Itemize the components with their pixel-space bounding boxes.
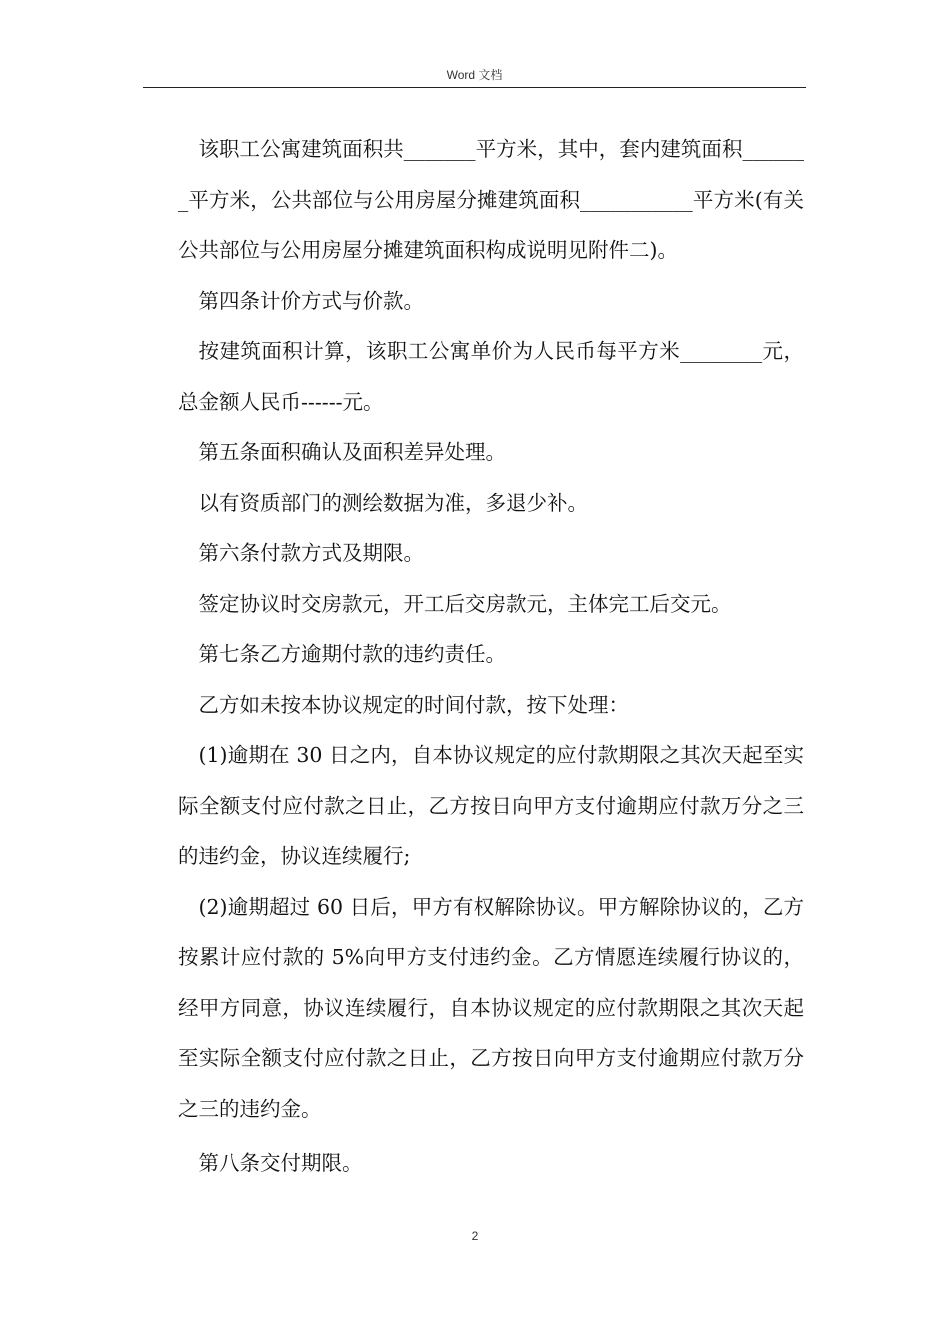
page-header: Word 文档 — [446, 68, 503, 82]
paragraph-area: 该职工公寓建筑面积共_______平方米，其中，套内建筑面积_______平方米，公共部位与公用房屋分摊建筑面积___________平方米(有关公共部位与公用房屋分摊建筑面积构成说明见附件二)。 — [178, 137, 804, 262]
paragraph-payment: 签定协议时交房款元，开工后交房款元，主体完工后交元。 — [198, 591, 732, 616]
paragraph-article-7: 第七条乙方逾期付款的违约责任。 — [198, 642, 506, 666]
paragraph-survey: 以有资质部门的测绘数据为准，多退少补。 — [198, 490, 588, 515]
header-divider — [143, 87, 806, 88]
paragraph-clause-2: (2)逾期超过 60 日后，甲方有权解除协议。甲方解除协议的，乙方按累计应付款的 5%向甲方支付违约金。乙方情愿连续履行协议的，经甲方同意，协议连续履行，自本协议规定的应付款期限之其次天起至实际全额支付应付款之日止，乙方按日向甲方支付逾期应付款万分之三的违约金。 — [178, 894, 804, 1121]
paragraph-late-payment: 乙方如未按本协议规定的时间付款，按下处理： — [198, 692, 629, 717]
paragraph-article-8: 第八条交付期限。 — [198, 1151, 363, 1175]
paragraph-article-4: 第四条计价方式与价款。 — [198, 288, 424, 313]
paragraph-clause-1: (1)逾期在 30 日之内，自本协议规定的应付款期限之其次天起至实际全额支付应付款之日止，乙方按日向甲方支付逾期应付款万分之三的违约金，协议连续履行; — [178, 743, 804, 868]
paragraph-price: 按建筑面积计算，该职工公寓单价为人民币每平方米________元，总金额人民币------元。 — [178, 339, 804, 414]
document-body — [178, 124, 804, 1189]
paragraph-article-5: 第五条面积确认及面积差异处理。 — [198, 440, 506, 464]
paragraph-article-6: 第六条付款方式及期限。 — [198, 541, 424, 565]
page-number: 2 — [471, 1229, 479, 1243]
